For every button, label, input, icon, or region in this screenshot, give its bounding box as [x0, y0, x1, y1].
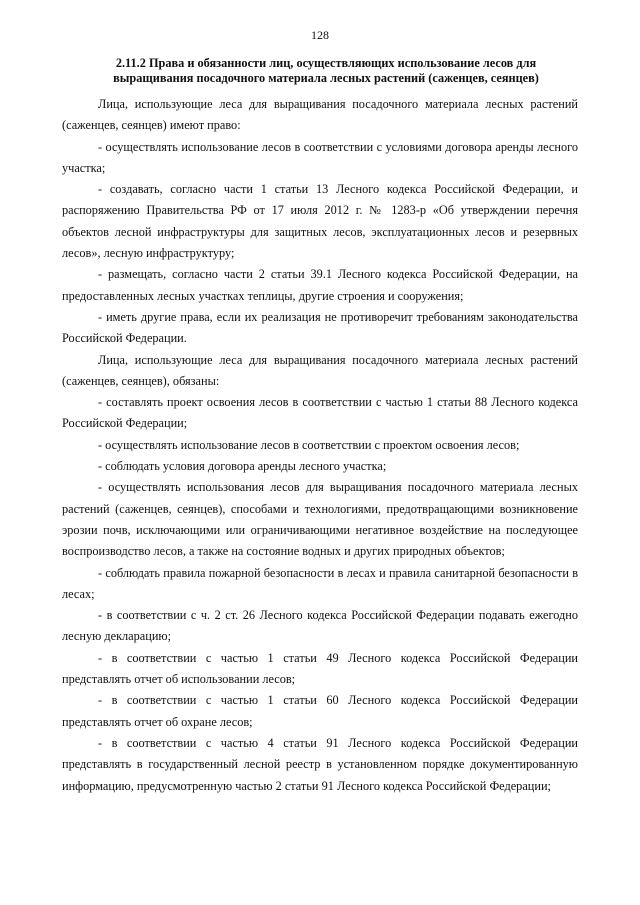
section-heading	[76, 56, 576, 86]
paragraph-duty-1: - составлять проект освоения лесов в соответствии с частью 1 статьи 88 Лесного кодекса Российской Федерации;	[62, 395, 578, 431]
paragraph-right-2: - создавать, согласно части 1 статьи 13 Лесного кодекса Российской Федерации, и распоряжению Правительства РФ от 17 июля 2012 г. № 1283-р «Об утверждении перечня объектов лесной инфраструктуры для защитных лесов, эксплуатационных лесов и резервных лесов», лесную инфраструктуру;	[62, 182, 578, 261]
paragraph-rights-intro: Лица, использующие леса для выращивания посадочного материала лесных растений (саженцев, сеянцев) имеют право:	[62, 97, 578, 133]
section-heading-line-1: 2.11.2 Права и обязанности лиц, осуществляющих использование лесов для	[115, 56, 537, 70]
paragraph-duty-7: - в соответствии с частью 1 статьи 49 Лесного кодекса Российской Федерации представлять отчет об использовании лесов;	[62, 650, 578, 687]
paragraph-duty-6: - в соответствии с ч. 2 ст. 26 Лесного кодекса Российской Федерации подавать ежегодно лесную декларацию;	[62, 608, 578, 644]
document-body	[62, 94, 578, 797]
paragraph-duty-3: - соблюдать условия договора аренды лесного участка;	[98, 459, 387, 474]
paragraph-duties-intro: Лица, использующие леса для выращивания посадочного материала лесных растений (саженцев, сеянцев), обязаны:	[62, 352, 578, 388]
paragraph-duty-8: - в соответствии с частью 1 статьи 60 Лесного кодекса Российской Федерации представлять отчет об охране лесов;	[62, 693, 578, 729]
paragraph-duty-2: - осуществлять использование лесов в соответствии с проектом освоения лесов;	[98, 437, 520, 452]
paragraph-duty-5: - соблюдать правила пожарной безопасности в лесах и правила санитарной безопасности в лесах;	[62, 565, 578, 601]
paragraph-right-4: - иметь другие права, если их реализация не противоречит требованиям законодательства Российской Федерации.	[62, 309, 578, 346]
paragraph-right-1: - осуществлять использование лесов в соответствии с условиями договора аренды лесного участка;	[62, 139, 578, 175]
page-number: 128	[311, 28, 329, 42]
section-heading-line-2: выращивания посадочного материала лесных растений (саженцев, сеянцев)	[113, 71, 539, 85]
paragraph-duty-9: - в соответствии с частью 4 статьи 91 Лесного кодекса Российской Федерации представлять в государственный лесной реестр в установленном порядке документированную информацию, предусмотренную частью 2 статьи 91 Лесного кодекса Российской Федерации;	[62, 735, 578, 793]
paragraph-duty-4: - осуществлять использования лесов для выращивания посадочного материала лесных растений (саженцев, сеянцев), способами и технологиями, предотвращающими возникновение эрозии почв, исключающими или ограничивающими негативное воздействие на последующее воспроизводство лесов, а также на состояние водных и других природных объектов;	[62, 480, 578, 559]
paragraph-right-3: - размещать, согласно части 2 статьи 39.1 Лесного кодекса Российской Федерации, на предоставленных лесных участках теплицы, другие строения и сооружения;	[62, 267, 578, 303]
